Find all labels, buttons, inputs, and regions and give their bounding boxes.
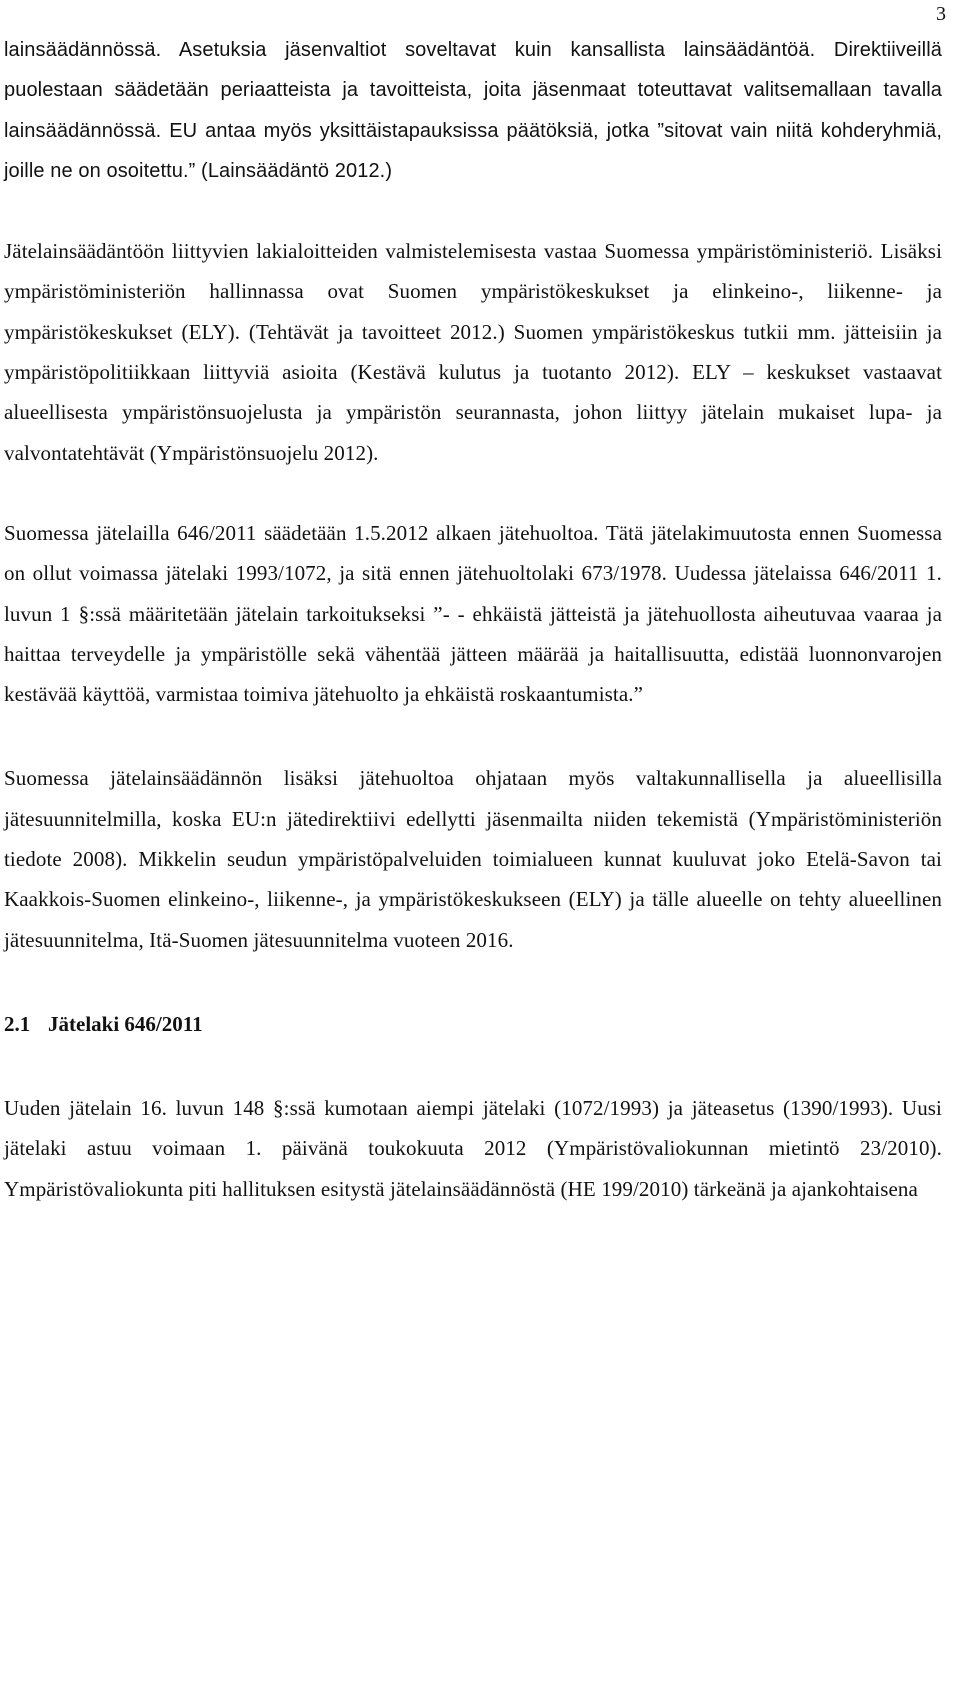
paragraph-waste-plans: Suomessa jätelainsäädännön lisäksi jätehuoltoa ohjataan myös valtakunnallisella ja alueellisilla jätesuunnitelmilla, koska EU:n jätedirektiivi edellytti jäsenmailta niiden tekemistä (Ympäristöministeriön tiedote 2008). Mikkelin seudun ympäristöpalveluiden toimialueen kunnat kuuluvat joko Etelä-Savon tai Kaakkois-Suomen elinkeino-, liikenne-, ja ympäristökeskukseen (ELY) ja tälle alueelle on tehty alueellinen jätesuunnitelma, Itä-Suomen jätesuunnitelma vuoteen 2016. [4,766,942,952]
paragraph-gap [4,473,942,513]
paragraph-new-act: Uuden jätelain 16. luvun 148 §:ssä kumotaan aiempi jätelaki (1072/1993) ja jäteasetus (1390/1993). Uusi jätelaki astuu voimaan 1. päivänä toukokuuta 2012 (Ympäristövaliokunnan mietintö 23/2010). Ympäristövaliokunta piti hallituksen esitystä jätelainsäädännöstä (HE 199/2010) tärkeänä ja ajankohtaisena [4,1095,942,1201]
section-title: Jätelaki 646/2011 [48,1011,203,1036]
paragraph-gap [4,191,942,231]
paragraph-eu-legislation: lainsäädännössä. Asetuksia jäsenvaltiot soveltavat kuin kansallista lainsäädäntöä. Direktiiveillä puolestaan säädetään periaatteista ja tavoitteista, joita jäsenmaat toteuttavat valitsemallaan tavalla lainsäädännössä. EU antaa myös yksittäistapauksissa päätöksiä, jotka ”sitovat vain niitä kohderyhmiä, joille ne on osoitettu.” (Lainsäädäntö 2012.) [4,39,942,182]
paragraph-gap [4,1044,942,1088]
paragraph-gap [4,960,942,1004]
paragraph-waste-act: Suomessa jätelailla 646/2011 säädetään 1.5.2012 alkaen jätehuoltoa. Tätä jätelakimuutosta ennen Suomessa on ollut voimassa jätelaki 1993/1072, ja sitä ennen jätehuoltolaki 673/1978. Uudessa jätelaissa 646/2011 1. luvun 1 §:ssä määritetään jätelain tarkoitukseksi ”- - ehkäistä jätteistä ja jätehuollosta aiheutuvaa vaaraa ja haittaa terveydelle ja ympäristölle sekä vähentää jätteen määrää ja haitallisuutta, edistää luonnonvarojen kestävää käyttöä, varmistaa toimiva jätehuolto ja ehkäistä roskaantumista.” [4,520,942,707]
paragraph-authorities: Jätelainsäädäntöön liittyvien lakialoitteiden valmistelemisesta vastaa Suomessa ympäristöministeriö. Lisäksi ympäristöministeriön hallinnassa ovat Suomen ympäristökeskukset ja elinkeino-, liikenne- ja ympäristökeskukset (ELY). (Tehtävät ja tavoitteet 2012.) Suomen ympäristökeskus tutkii mm. jätteisiin ja ympäristöpolitiikkaan liittyviä asioita (Kestävä kulutus ja tuotanto 2012). ELY – keskukset vastaavat alueellisesta ympäristönsuojelusta ja ympäristön seurannasta, johon liittyy jätelain mukaiset lupa- ja valvontatehtävät (Ympäristönsuojelu 2012). [4,239,942,465]
paragraph-gap [4,714,942,758]
page-number: 3 [936,3,946,25]
section-number: 2.1 [4,1011,31,1036]
section-heading [4,1004,942,1044]
document-body [4,30,942,1209]
